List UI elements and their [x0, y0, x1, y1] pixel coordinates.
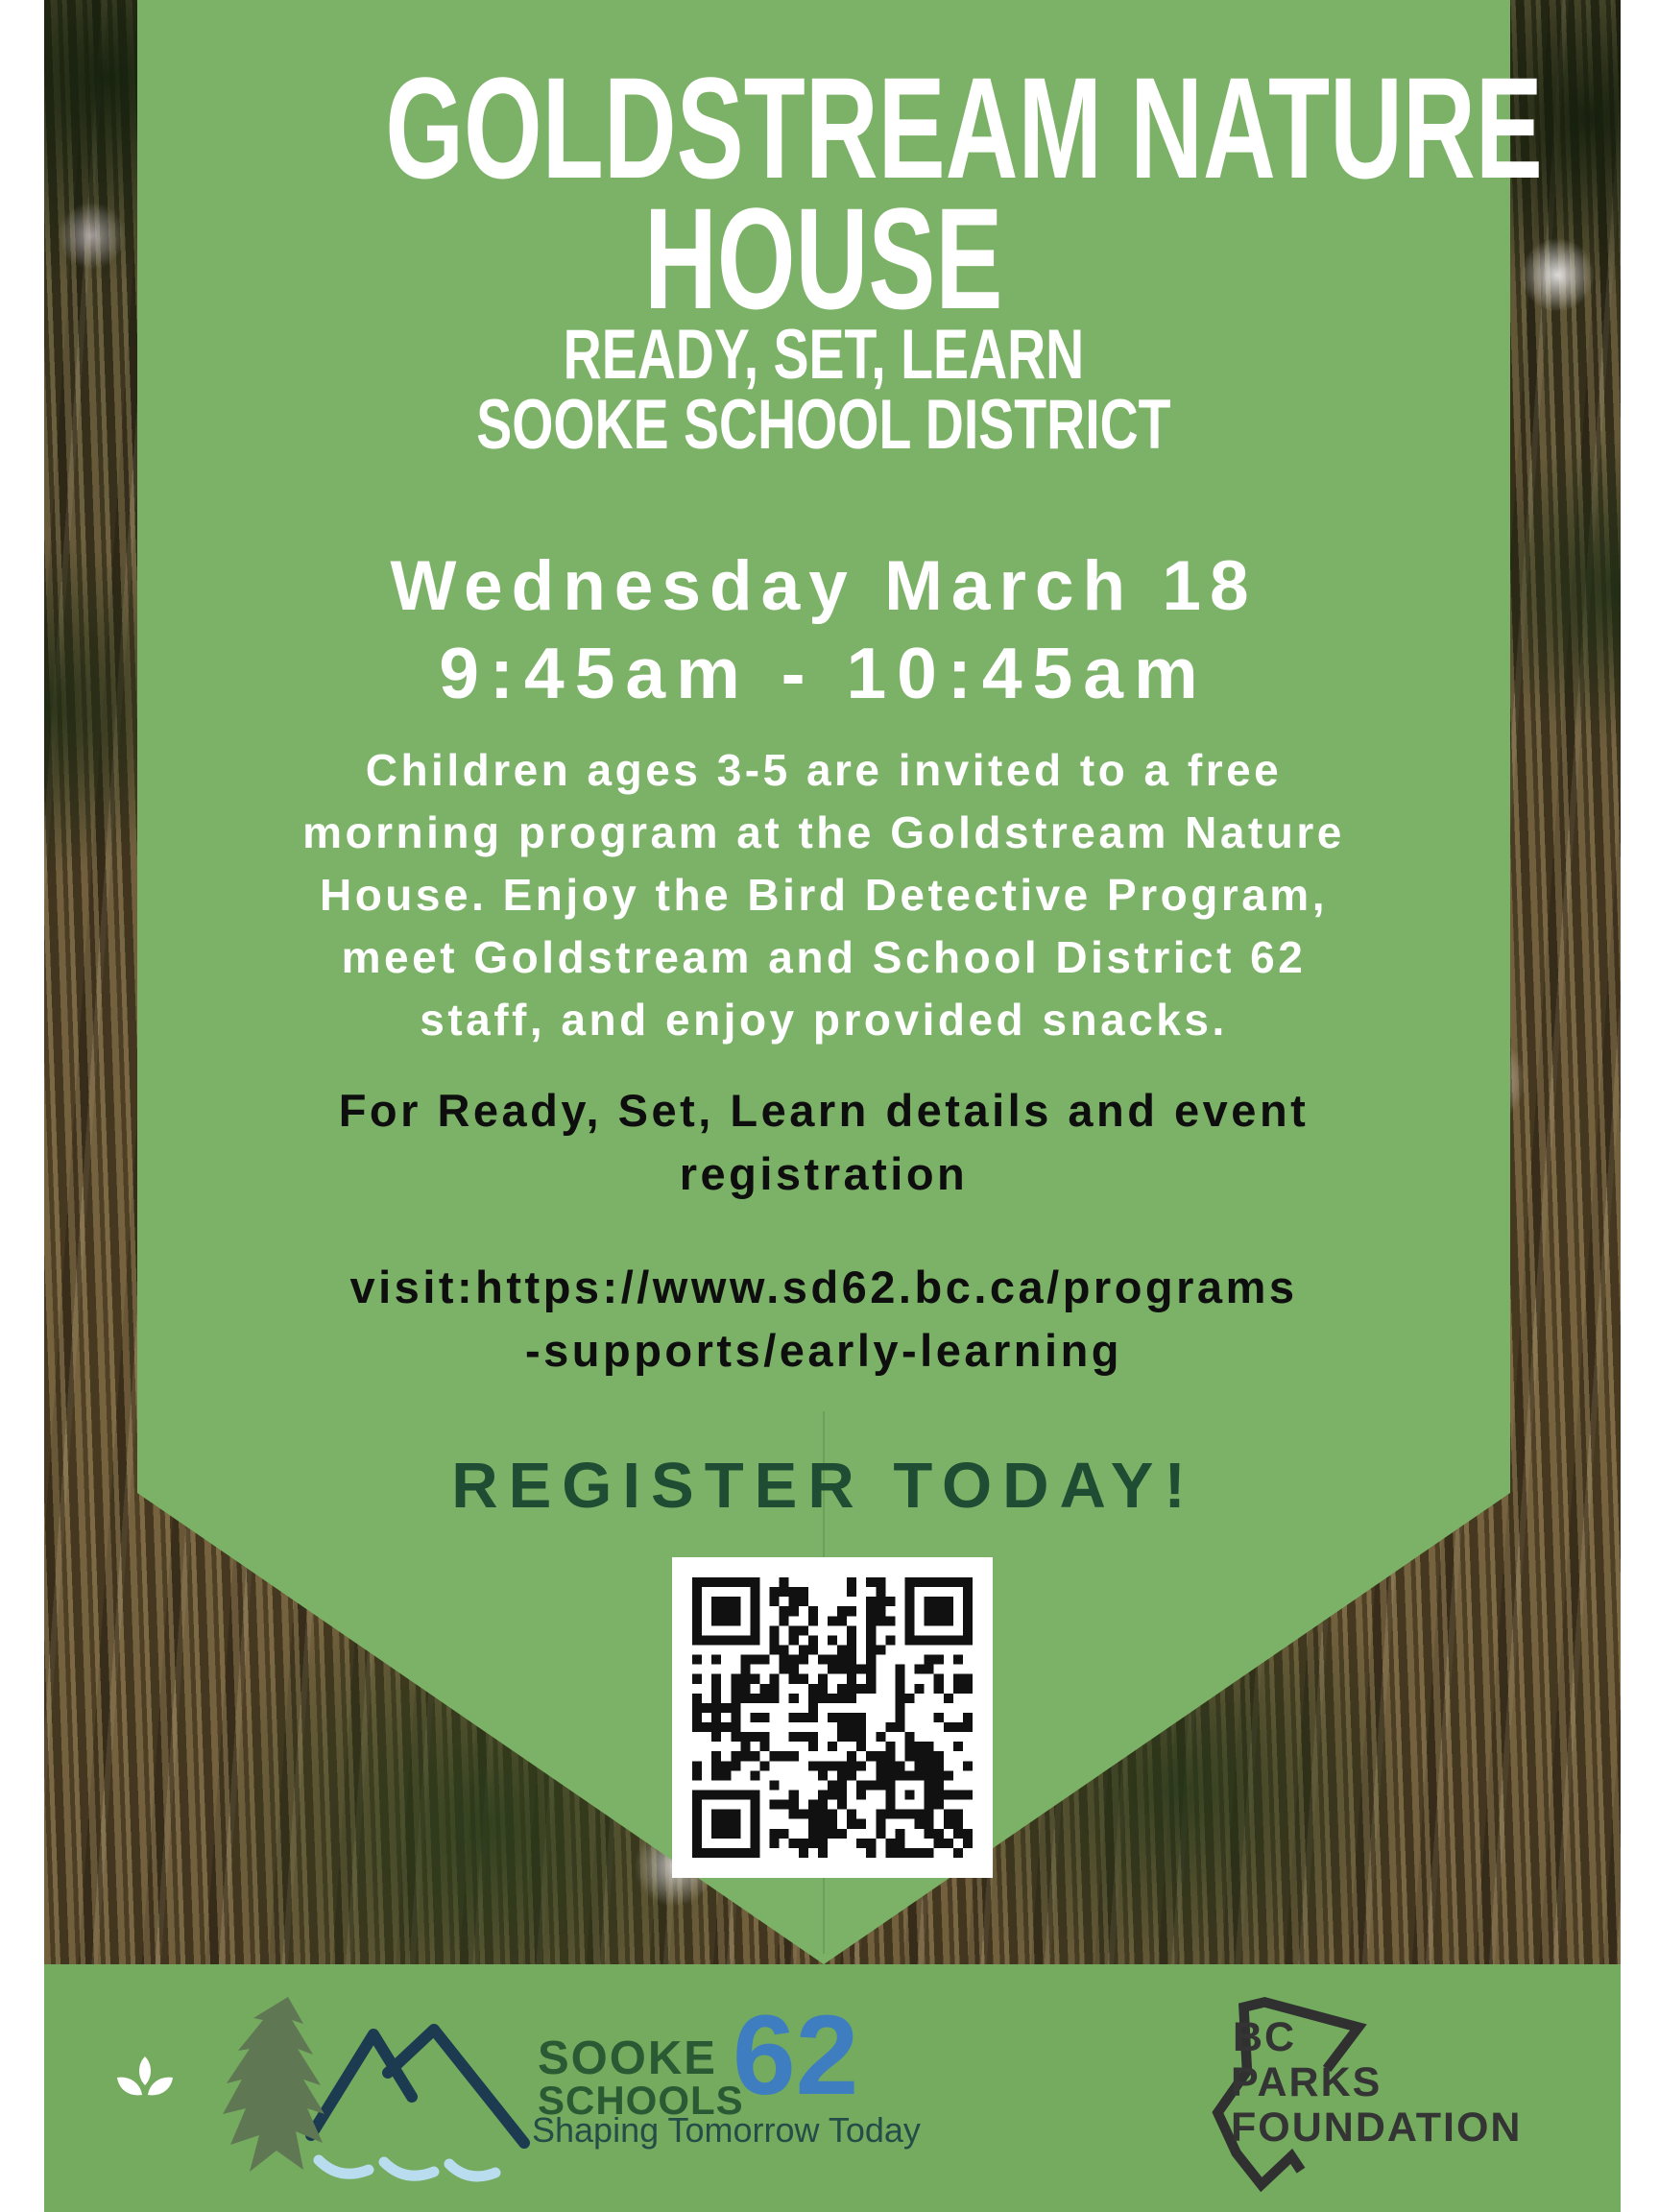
event-description	[137, 739, 1510, 1051]
mountains-icon	[311, 2030, 524, 2143]
footer-bar	[44, 1964, 1621, 2212]
description-line: House. Enjoy the Bird Detective Program,	[319, 870, 1328, 920]
registration-info-line: registration	[679, 1148, 969, 1199]
sooke-schools-wordmark-line1: SOOKE	[538, 2032, 717, 2084]
description-line: Children ages 3-5 are invited to a free	[365, 745, 1283, 795]
registration-info	[137, 1079, 1510, 1206]
description-line: meet Goldstream and School District 62	[341, 932, 1307, 982]
qr-code	[672, 1557, 993, 1878]
description-line: staff, and enjoy provided snacks.	[420, 995, 1228, 1045]
sprout-icon	[115, 2056, 175, 2112]
sooke-tagline: Shaping Tomorrow Today	[532, 2110, 921, 2150]
poster-title-line2: HOUSE	[644, 178, 1003, 339]
event-date: Wednesday March 18	[390, 547, 1258, 625]
bcparks-wordmark-line2: PARKS	[1231, 2059, 1382, 2105]
registration-url-line: -supports/early-learning	[525, 1325, 1122, 1376]
bcparks-wordmark-line1: BC	[1233, 2014, 1297, 2060]
sooke-62-number: 62	[733, 1992, 859, 2119]
sooke-logo-graphic	[196, 1991, 547, 2183]
poster-subtitle-district: SOOKE SCHOOL DISTRICT	[476, 386, 1171, 464]
poster-subtitle-program: READY, SET, LEARN	[563, 316, 1085, 394]
sooke-schools-wordmark-line2: SCHOOLS	[538, 2078, 744, 2123]
tree-icon	[223, 1997, 325, 2172]
registration-url-line: visit:https://www.sd62.bc.ca/programs	[349, 1262, 1298, 1312]
registration-url	[137, 1256, 1510, 1382]
bcparks-wordmark-line3: FOUNDATION	[1231, 2104, 1523, 2151]
event-time: 9:45am - 10:45am	[439, 633, 1209, 713]
waves-icon	[319, 2160, 495, 2176]
description-line: morning program at the Goldstream Nature	[302, 807, 1345, 857]
poster-title-line1: GOLDSTREAM NATURE	[385, 47, 1543, 208]
register-today-heading: REGISTER TODAY!	[451, 1450, 1196, 1522]
registration-info-line: For Ready, Set, Learn details and event	[338, 1085, 1310, 1136]
